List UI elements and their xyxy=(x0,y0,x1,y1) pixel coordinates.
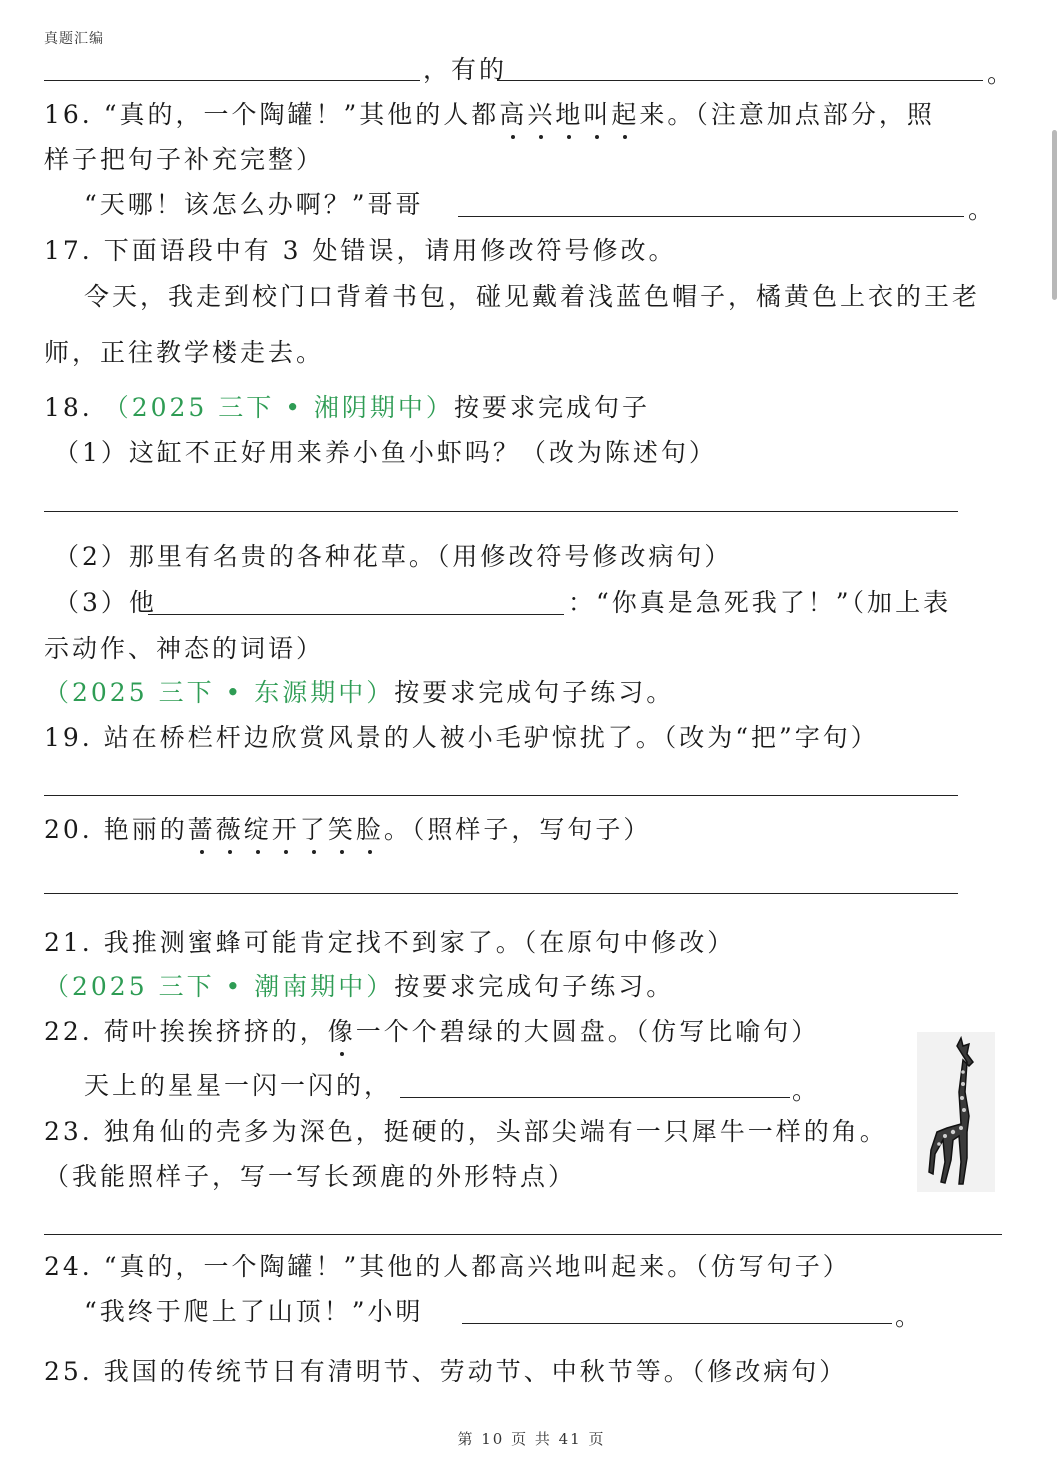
q18-sub1: （1）这缸不正好用来养小鱼小虾吗？（改为陈述句） xyxy=(54,438,717,467)
dotted-char: 薇 xyxy=(215,815,244,844)
q20-line xyxy=(44,815,651,845)
q16-rest: 来。（注意加点部分，照 xyxy=(639,100,935,129)
giraffe-image xyxy=(917,1032,995,1192)
q25-text[interactable]: 我国的传统节日有清明节、劳动节、中秋节等。（修改病句） xyxy=(103,1357,848,1386)
q23-line xyxy=(44,1117,888,1147)
q23-line2: （我能照样子，写一写长颈鹿的外形特点） xyxy=(44,1162,577,1191)
q16-quote: “真的，一个陶罐！”其他的人都 xyxy=(103,100,500,129)
q16-line2: 样子把句子补充完整） xyxy=(44,145,325,174)
q18-line xyxy=(44,393,650,423)
answer-blank[interactable] xyxy=(44,80,420,81)
q22-after: 一个个碧绿的大圆盘。（仿写比喻句） xyxy=(355,1017,820,1046)
q18-number: 18. xyxy=(44,393,93,422)
q18-sub2[interactable]: （2）那里有名贵的各种花草。（用修改符号修改病句） xyxy=(54,542,733,571)
q17-instruction: 下面语段中有 3 处错误，请用修改符号修改。 xyxy=(103,236,677,265)
section-source-tag: （2025 三下 • 东源期中） xyxy=(44,678,395,707)
giraffe-icon xyxy=(917,1032,995,1192)
dotted-char: 像 xyxy=(327,1017,356,1046)
q25-number: 25. xyxy=(44,1357,93,1386)
section-instruction: 按要求完成句子练习。 xyxy=(394,678,675,707)
dotted-char: 脸 xyxy=(355,815,384,844)
dotted-char: 笑 xyxy=(327,815,356,844)
q17-line xyxy=(44,236,677,266)
answer-blank[interactable] xyxy=(400,1097,790,1098)
q17-paragraph-2[interactable]: 师，正往教学楼走去。 xyxy=(44,338,325,367)
q16-period: 。 xyxy=(968,195,997,224)
q22-line xyxy=(44,1017,819,1047)
q20-number: 20. xyxy=(44,815,93,844)
answer-line[interactable] xyxy=(44,511,958,512)
scrollbar[interactable] xyxy=(1052,130,1057,300)
answer-line[interactable] xyxy=(44,893,958,894)
q22-example: 天上的星星一闪一闪的， xyxy=(84,1071,393,1100)
dotted-char: 绽 xyxy=(243,815,272,844)
q15-period: 。 xyxy=(987,59,1016,88)
q24-period: 。 xyxy=(895,1302,924,1331)
q24-text: “真的，一个陶罐！”其他的人都高兴地叫起来。（仿写句子） xyxy=(103,1252,851,1281)
page-footer: 第 10 页 共 41 页 xyxy=(457,1430,606,1448)
q16-line xyxy=(44,100,935,130)
q20-before: 艳丽的 xyxy=(103,815,188,844)
q15-connector: ，有的 xyxy=(423,55,508,84)
dotted-char: 高 xyxy=(499,100,528,129)
q20-after: 。（照样子，写句子） xyxy=(383,815,652,844)
q25-line[interactable] xyxy=(44,1357,847,1387)
q19-number: 19. xyxy=(44,723,93,752)
section-source-tag: （2025 三下 • 潮南期中） xyxy=(44,972,395,1001)
dotted-char: 蔷 xyxy=(187,815,216,844)
dotted-char: 地 xyxy=(555,100,584,129)
answer-line[interactable] xyxy=(44,1234,1002,1235)
q24-example: “我终于爬上了山顶！”小明 xyxy=(84,1297,424,1326)
answer-blank[interactable] xyxy=(462,1323,892,1324)
dotted-char: 开 xyxy=(271,815,300,844)
dotted-char: 起 xyxy=(611,100,640,129)
answer-blank[interactable] xyxy=(497,80,983,81)
q22-before: 荷叶挨挨挤挤的， xyxy=(103,1017,328,1046)
dotted-char: 叫 xyxy=(583,100,612,129)
answer-blank[interactable] xyxy=(148,614,564,615)
q22-period: 。 xyxy=(792,1076,821,1105)
q18-sub3-line2: 示动作、神态的词语） xyxy=(44,634,325,663)
answer-line[interactable] xyxy=(44,795,958,796)
q24-number: 24. xyxy=(44,1252,93,1281)
q18-source-tag: （2025 三下 • 湘阴期中） xyxy=(103,393,454,422)
dotted-char: 兴 xyxy=(527,100,556,129)
section-instruction: 按要求完成句子练习。 xyxy=(394,972,675,1001)
q19-text: 站在桥栏杆边欣赏风景的人被小毛驴惊扰了。（改为“把”字句） xyxy=(103,723,879,752)
q23-number: 23. xyxy=(44,1117,93,1146)
q16-number: 16. xyxy=(44,100,93,129)
q16-example: “天哪！该怎么办啊？”哥哥 xyxy=(84,190,424,219)
q17-paragraph-1[interactable]: 令天，我走到校门口背着书包，碰见戴着浅蓝色帽子，橘黄色上衣的王老 xyxy=(84,282,981,311)
section-heading xyxy=(44,678,674,708)
dotted-char: 了 xyxy=(299,815,328,844)
q22-number: 22. xyxy=(44,1017,93,1046)
running-header: 真题汇编 xyxy=(44,31,104,47)
q17-number: 17. xyxy=(44,236,93,265)
q19-line xyxy=(44,723,879,753)
q18-instruction: 按要求完成句子 xyxy=(453,393,650,422)
q21-text[interactable]: 我推测蜜蜂可能肯定找不到家了。（在原句中修改） xyxy=(103,928,736,957)
q21-number: 21. xyxy=(44,928,93,957)
q18-sub3-mid: ：“你真是急死我了！”（加上表 xyxy=(568,588,952,617)
answer-blank[interactable] xyxy=(458,216,964,217)
section-heading xyxy=(44,972,674,1002)
q21-line[interactable] xyxy=(44,928,735,958)
q24-line xyxy=(44,1252,851,1282)
q23-text: 独角仙的壳多为深色，挺硬的，头部尖端有一只犀牛一样的角。 xyxy=(103,1117,888,1146)
q18-sub3-start: （3）他 xyxy=(54,588,157,617)
